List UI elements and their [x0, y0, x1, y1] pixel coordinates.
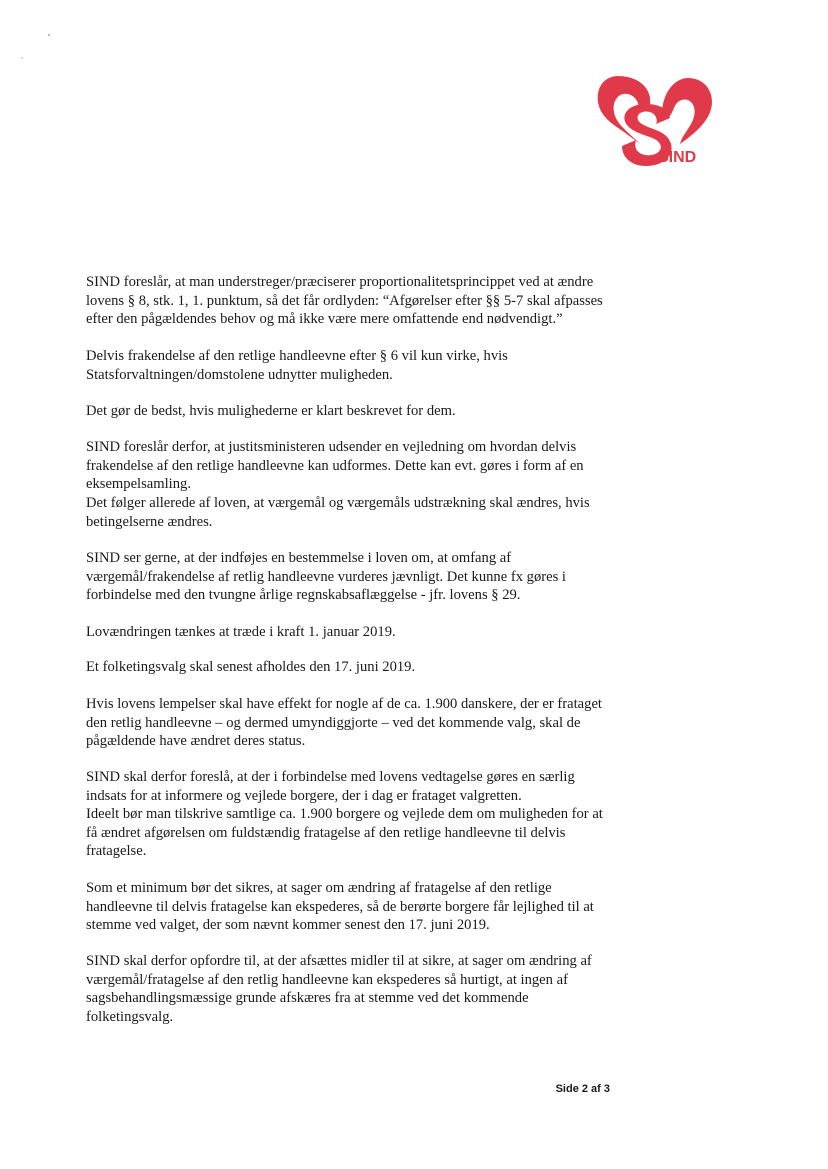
paragraph-guidance: SIND foreslår derfor, at justitsministeren udsender en vejledning om hvordan delvis frakendelse af den retlige handleevne kan udformes. Dette kan evt. gøres i form af en eksempelsamling.: [86, 439, 584, 493]
paragraph-election: Et folketingsvalg skal senest afholdes den 17. juni 2019.: [86, 659, 416, 675]
sind-logo: [596, 74, 714, 166]
paragraph-periodic-review: SIND ser gerne, at der indføjes en bestemmelse i loven om, at omfang af værgemål/frakendelse af retlig handleevne vurderes jævnligt. Det kunne fx gøres i forbindelse med den tvungne årlige regnskabsaflæggelse - jfr. lovens § 29.: [86, 550, 566, 604]
logo-wordmark: SIND: [658, 149, 697, 166]
paragraph-best-described: Det gør de bedst, hvis mulighederne er klart beskrevet for dem.: [86, 403, 456, 419]
paragraph-minimum: Som et minimum bør det sikres, at sager om ændring af fratagelse af den retlige handleevne til delvis fratagelse kan ekspederes, så de berørte borgere får lejlighed til at stemme ved valget, der som nævnt kommer senest den 17. juni 2019.: [86, 880, 594, 934]
paragraph-proportionality: SIND foreslår, at man understreger/præciserer proportionalitetsprincippet ved at ændre lovens § 8, stk. 1, 1. punktum, så det får ordlyden: “Afgørelser efter §§ 5-7 skal afpasses efter den pågældendes behov og må ikke være mere omfattende end nødvendigt.”: [86, 274, 603, 328]
page-number: Side 2 af 3: [555, 1083, 610, 1095]
paragraph-contact-citizens: Ideelt bør man tilskrive samtlige ca. 1.900 borgere og vejlede dem om muligheden for at få ændret afgørelsen om fuldstændig fratagelse af den retlige handleevne til delvis fratagelse.: [86, 806, 603, 860]
paragraph-status-change: Hvis lovens lempelser skal have effekt for nogle af de ca. 1.900 danskere, der er frataget den retlig handleevne – og dermed umyndiggjorte – ved det kommende valg, skal de pågældende have ændret deres status.: [86, 696, 602, 750]
logo-heart-right: [662, 78, 712, 144]
paragraph-funding: SIND skal derfor opfordre til, at der afsættes midler til at sikre, at sager om ændring af værgemål/fratagelse af den retlig handleevne kan ekspederes så hurtigt, at ingen af sagsbehandlingsmæssige grunde afskæres fra at stemme ved det kommende folketingsvalg.: [86, 953, 592, 1025]
paragraph-effective-date: Lovændringen tænkes at træde i kraft 1. januar 2019.: [86, 624, 396, 640]
paragraph-information: SIND skal derfor foreslå, at der i forbindelse med lovens vedtagelse gøres en særlig indsats for at informere og vejlede borgere, der i dag er frataget valgretten.: [86, 769, 575, 804]
paragraph-conditions: Det følger allerede af loven, at værgemål og værgemåls udstrækning skal ændres, hvis betingelserne ændres.: [86, 495, 590, 530]
paragraph-partial-deprivation: Delvis frakendelse af den retlige handleevne efter § 6 vil kun virke, hvis Statsforvaltningen/domstolene udnytter muligheden.: [86, 348, 508, 383]
